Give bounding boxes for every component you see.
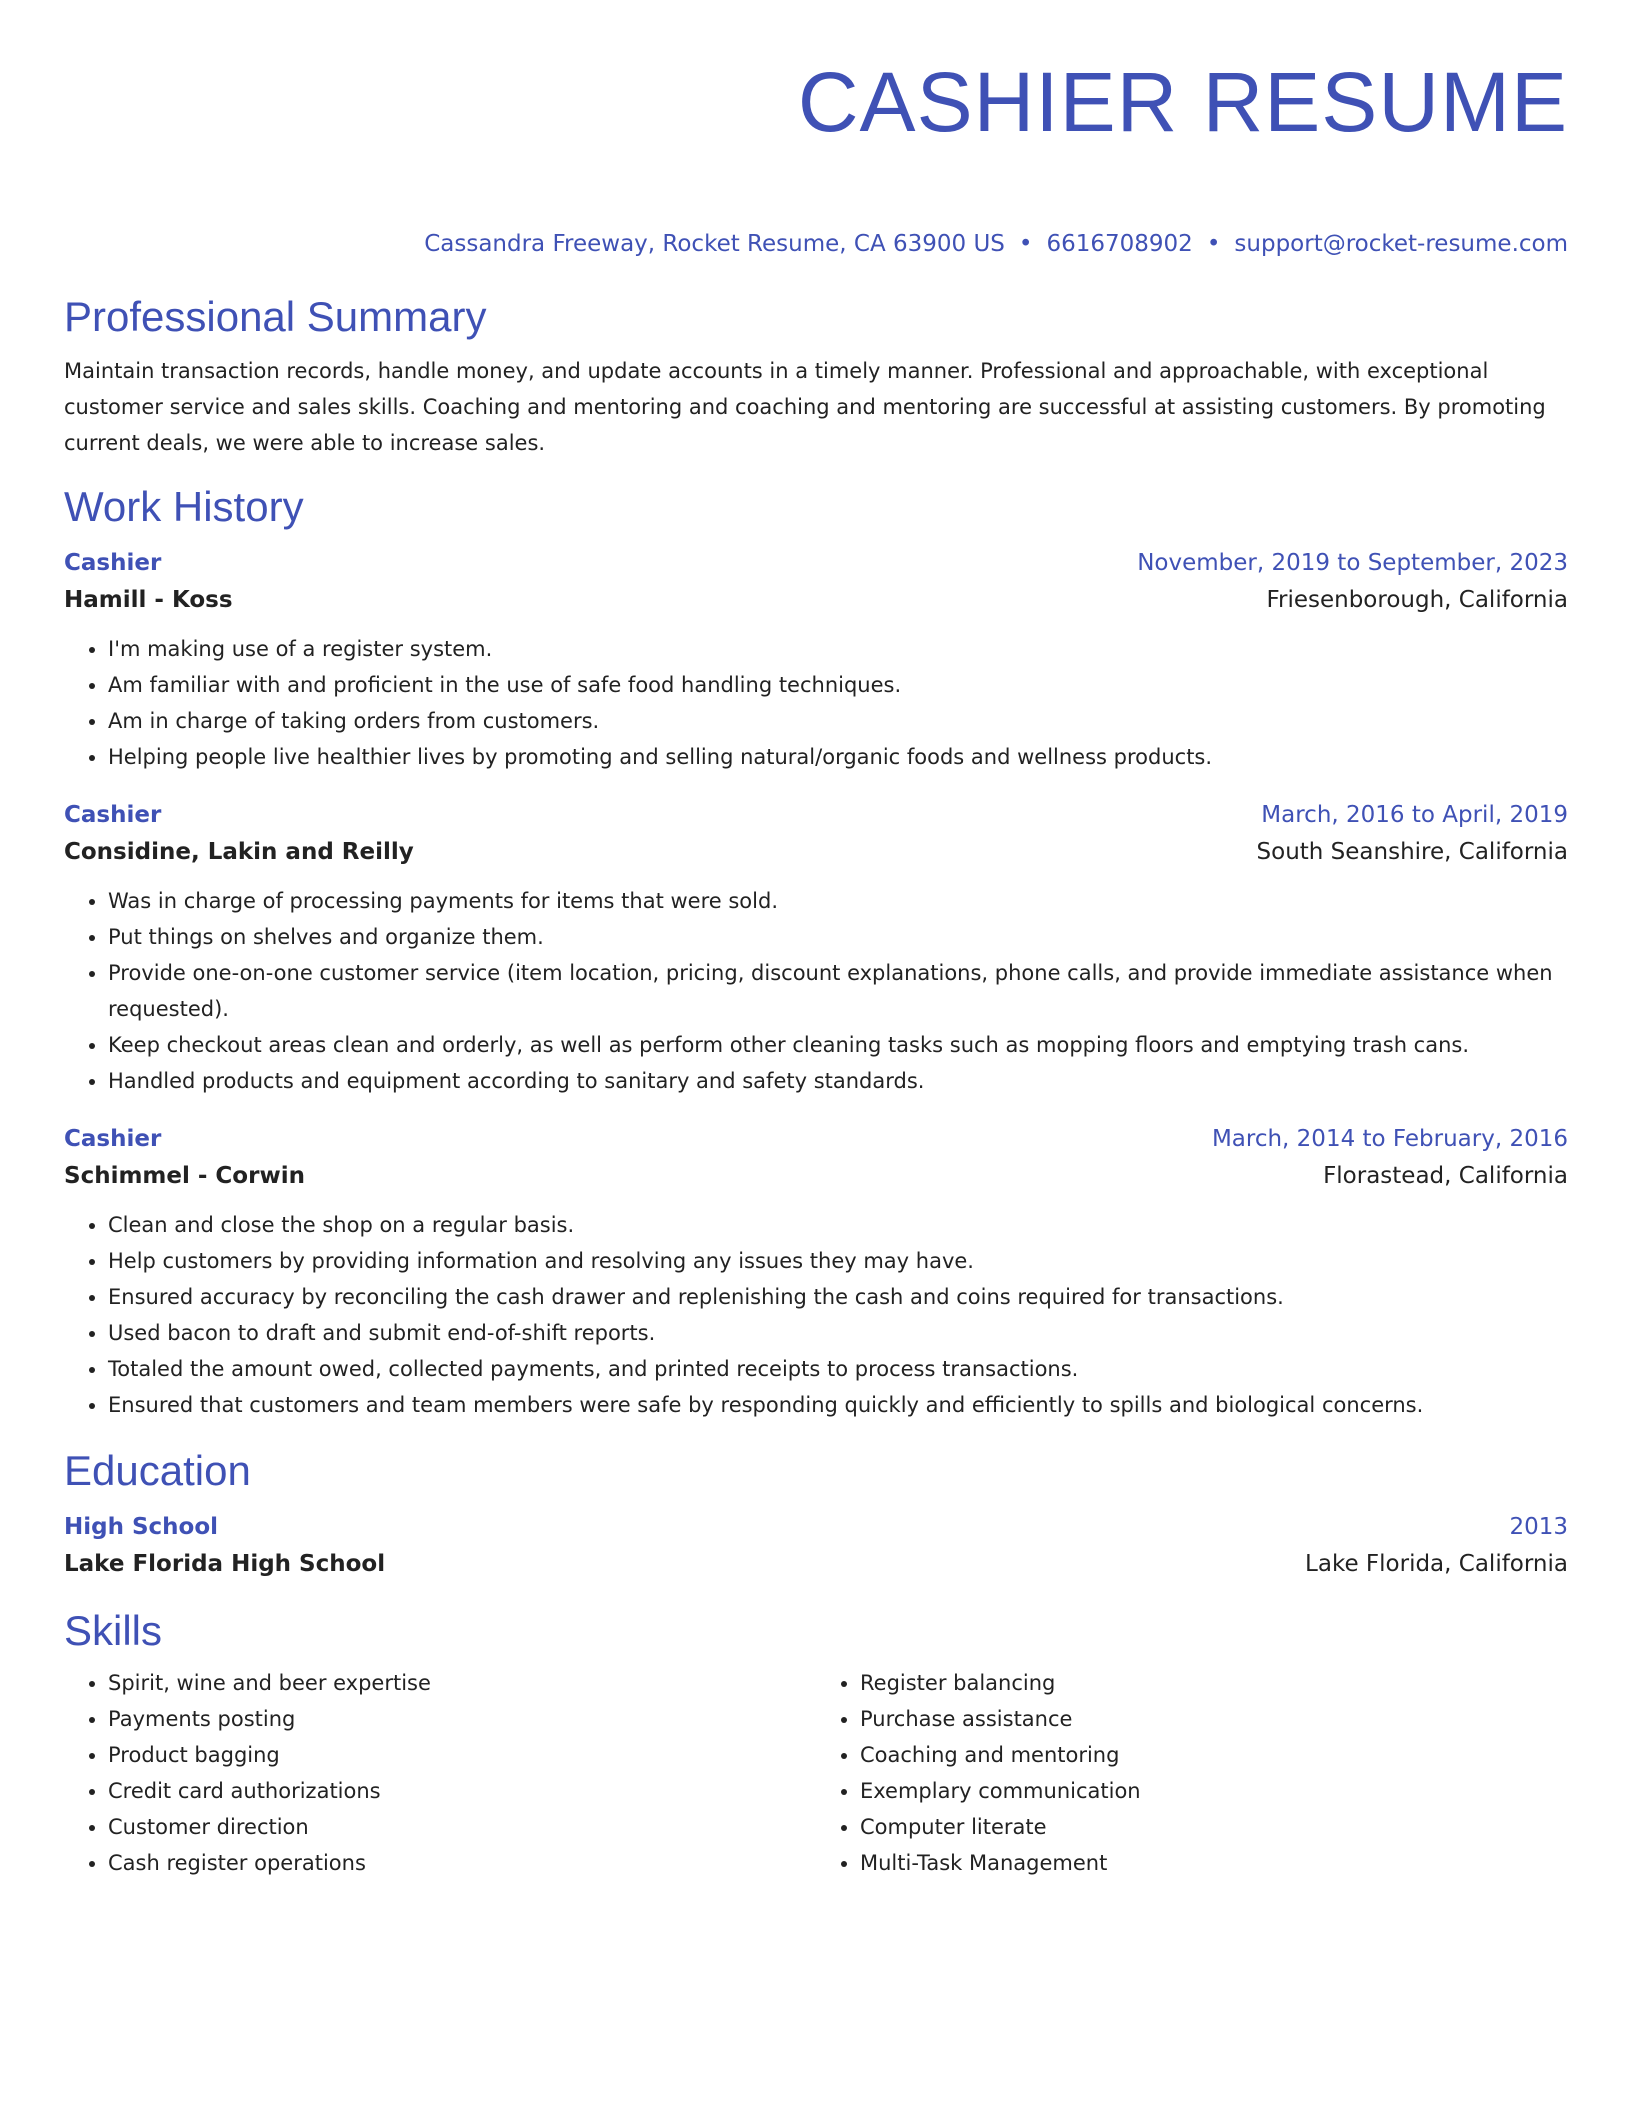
work-history-heading: Work History (64, 483, 304, 530)
list-item: • Totaled the amount owed, collected payments, and printed receipts to process transactions. (108, 1351, 1568, 1387)
job-location: South Seanshire, California (1256, 839, 1568, 865)
contact-email: support@rocket-resume.com (1234, 231, 1568, 257)
job-entry (64, 1121, 1568, 1423)
job-location: Friesenborough, California (1266, 587, 1568, 613)
list-item: • Handled products and equipment according to sanitary and safety standards. (108, 1063, 1568, 1099)
skill-item: • Purchase assistance (860, 1701, 1568, 1737)
list-item: • Put things on shelves and organize them. (108, 919, 1568, 955)
skill-item: • Multi-Task Management (860, 1845, 1568, 1881)
skills-list-left (64, 1665, 816, 1881)
list-item: • Ensured accuracy by reconciling the cash drawer and replenishing the cash and coins required for transactions. (108, 1279, 1568, 1315)
list-item: • Ensured that customers and team members were safe by responding quickly and efficiently to spills and biological concerns. (108, 1387, 1568, 1423)
list-item: • I'm making use of a register system. (108, 631, 1568, 667)
skills-section (64, 1605, 1568, 1881)
list-item: • Used bacon to draft and submit end-of-shift reports. (108, 1315, 1568, 1351)
skill-item: • Register balancing (860, 1665, 1568, 1701)
work-history-section (64, 481, 1568, 1423)
contact-separator: • (1206, 231, 1221, 257)
skill-item: • Spirit, wine and beer expertise (108, 1665, 816, 1701)
education-degree: High School (64, 1514, 219, 1540)
job-company: Hamill - Koss (64, 587, 233, 613)
education-school-row (64, 1545, 1568, 1583)
skills-columns (64, 1665, 1568, 1881)
job-title: Cashier (64, 550, 162, 576)
skill-item: • Customer direction (108, 1809, 816, 1845)
job-duties (64, 1207, 1568, 1423)
job-dates: November, 2019 to September, 2023 (1137, 550, 1568, 576)
job-company-row (64, 581, 1568, 619)
job-location: Florastead, California (1323, 1163, 1568, 1189)
list-item: • Was in charge of processing payments for items that were sold. (108, 883, 1568, 919)
contact-address: Cassandra Freeway, Rocket Resume, CA 63900 US (424, 231, 1005, 257)
job-duties (64, 883, 1568, 1099)
list-item: • Am familiar with and proficient in the use of safe food handling techniques. (108, 667, 1568, 703)
summary-section (64, 291, 1568, 461)
education-school: Lake Florida High School (64, 1551, 386, 1577)
summary-heading: Professional Summary (64, 293, 487, 340)
job-title: Cashier (64, 1126, 162, 1152)
job-dates: March, 2016 to April, 2019 (1261, 802, 1568, 828)
education-section (64, 1445, 1568, 1583)
list-item: • Clean and close the shop on a regular basis. (108, 1207, 1568, 1243)
list-item: • Keep checkout areas clean and orderly, as well as perform other cleaning tasks such as mopping floors and emptying trash cans. (108, 1027, 1568, 1063)
skill-item: • Coaching and mentoring (860, 1737, 1568, 1773)
contact-separator: • (1018, 231, 1033, 257)
job-entry (64, 545, 1568, 775)
list-item: • Helping people live healthier lives by promoting and selling natural/organic foods and wellness products. (108, 739, 1568, 775)
resume-header (64, 0, 1568, 260)
education-location: Lake Florida, California (1305, 1551, 1568, 1577)
skills-list-right (816, 1665, 1568, 1881)
list-item: • Am in charge of taking orders from customers. (108, 703, 1568, 739)
summary-text: Maintain transaction records, handle money, and update accounts in a timely manner. Professional and approachable, with exceptional customer service and sales skills. Coaching and mentoring and coaching and mentoring are successful at assisting customers. By promoting current deals, we were able to increase sales. (64, 359, 1546, 455)
education-year: 2013 (1509, 1514, 1568, 1540)
job-company: Considine, Lakin and Reilly (64, 839, 414, 865)
skills-heading: Skills (64, 1607, 163, 1654)
education-degree-row (64, 1509, 1568, 1545)
contact-phone: 6616708902 (1046, 231, 1193, 257)
job-title-row (64, 1121, 1568, 1157)
job-duties (64, 631, 1568, 775)
skill-item: • Product bagging (108, 1737, 816, 1773)
education-heading: Education (64, 1447, 251, 1494)
skill-item: • Computer literate (860, 1809, 1568, 1845)
skill-item: • Payments posting (108, 1701, 816, 1737)
list-item: • Provide one-on-one customer service (item location, pricing, discount explanations, phone calls, and provide immediate assistance when requested). (108, 955, 1568, 1027)
job-company-row (64, 833, 1568, 871)
contact-line (64, 228, 1568, 260)
job-title-row (64, 797, 1568, 833)
resume-title: CASHIER RESUME (797, 55, 1568, 149)
job-dates: March, 2014 to February, 2016 (1211, 1126, 1568, 1152)
job-title: Cashier (64, 802, 162, 828)
skill-item: • Cash register operations (108, 1845, 816, 1881)
skill-item: • Exemplary communication (860, 1773, 1568, 1809)
job-company: Schimmel - Corwin (64, 1163, 305, 1189)
education-entry (64, 1509, 1568, 1583)
job-company-row (64, 1157, 1568, 1195)
job-title-row (64, 545, 1568, 581)
job-entry (64, 797, 1568, 1099)
skill-item: • Credit card authorizations (108, 1773, 816, 1809)
list-item: • Help customers by providing information and resolving any issues they may have. (108, 1243, 1568, 1279)
